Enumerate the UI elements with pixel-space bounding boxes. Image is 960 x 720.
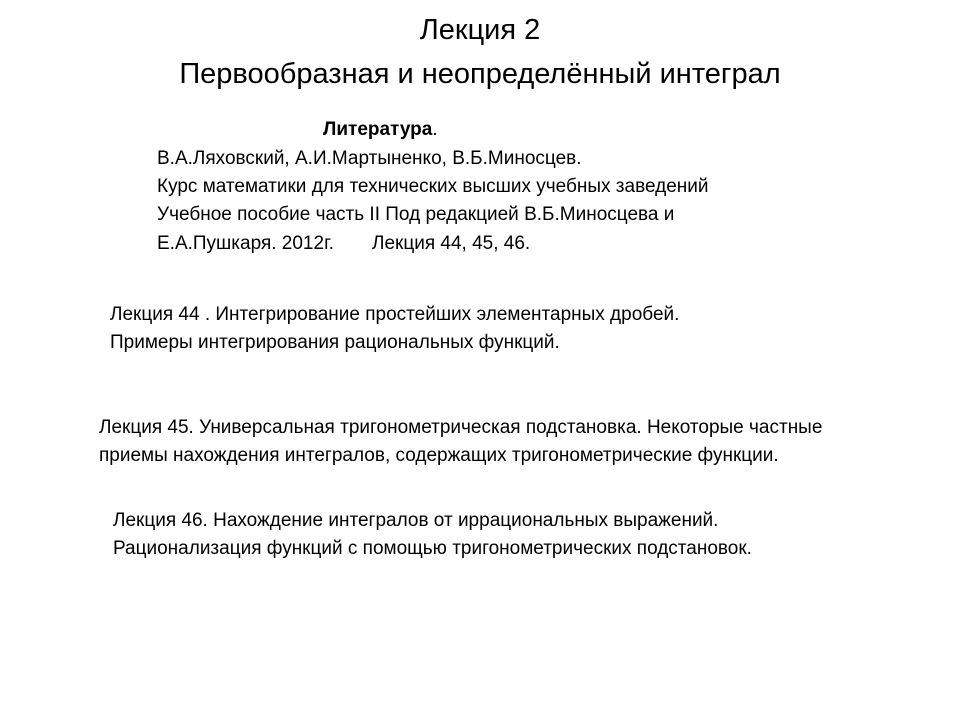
slide-title-lecture-number: Лекция 2: [419, 14, 541, 46]
literature-editor-year: Е.А.Пушкаря. 2012г.: [157, 233, 334, 254]
literature-heading-punct: .: [432, 119, 438, 140]
lecture-45-line-1: Лекция 45. Универсальная тригонометрическая подстановка. Некоторые частные: [99, 417, 823, 438]
literature-editor-year-line: [157, 231, 530, 257]
literature-heading-text: Литература: [323, 119, 433, 140]
lecture-46-line-1: Лекция 46. Нахождение интегралов от иррациональных выражений.: [113, 510, 719, 531]
lecture-44-line-1: Лекция 44 . Интегрирование простейших элементарных дробей.: [110, 304, 680, 325]
literature-lectures-ref: Лекция 44, 45, 46.: [371, 233, 531, 254]
slide-title-topic: Первообразная и неопределённый интеграл: [179, 58, 781, 90]
lecture-45-line-2: приемы нахождения интегралов, содержащих тригонометрические функции.: [99, 445, 779, 466]
lecture-44-line-2: Примеры интегрирования рациональных функций.: [110, 332, 560, 353]
literature-heading: [323, 117, 438, 143]
lecture-46-line-2: Рационализация функций с помощью тригонометрических подстановок.: [113, 538, 752, 559]
literature-edition: Учебное пособие часть II Под редакцией В.Б.Миносцева и: [157, 204, 675, 225]
literature-book-title: Курс математики для технических высших учебных заведений: [157, 176, 709, 197]
literature-authors: В.А.Ляховский, А.И.Мартыненко, В.Б.Миносцев.: [157, 148, 582, 169]
